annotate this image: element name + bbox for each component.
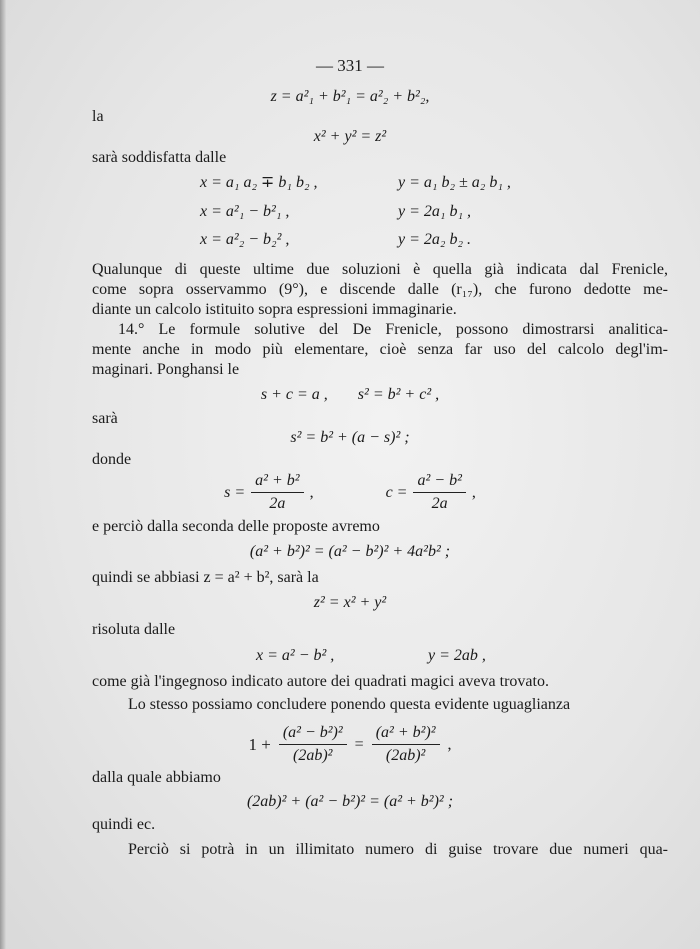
paragraph-line: 14.° Le formule solutive del De Frenicle, possono dimostrarsi analitica- [118, 321, 668, 338]
equation-z: z = a²₁ + b²₁ = a²₂ + b²₂, [270, 88, 430, 105]
equation-pythagoras: x² + y² = z² [313, 128, 387, 145]
equation-x3: x = a²₂ − b₂² , [200, 231, 290, 248]
numerator: a² − b² [413, 470, 465, 493]
equation-x1: x = a₁ a₂ ∓ b₁ b₂ , [200, 174, 318, 191]
text-donde: donde [92, 451, 132, 468]
equation-z-squared: z² = x² + y² [313, 594, 387, 611]
paragraph-line: Perciò si potrà in un illimitato numero di guise trovare due numeri qua- [128, 841, 668, 858]
paragraph-line: diante un calcolo istituito sopra espressioni immaginarie. [92, 301, 457, 318]
text-sara: sarà [92, 410, 118, 427]
fraction-c [413, 470, 465, 515]
equation-final: (2ab)² + (a² − b²)² = (a² + b²)² ; [246, 793, 454, 810]
equation-row-big [0, 722, 700, 767]
comma: , [471, 483, 476, 501]
frac-c-lhs: c = [385, 483, 408, 501]
equation-x-solution: x = a² − b² , [256, 647, 335, 664]
paragraph-line: mente anche in modo più elementare, cioè senza far uso del calcolo degl'im- [92, 341, 668, 358]
numerator: a² + b² [251, 470, 303, 493]
equation-y3: y = 2a₂ b₂ . [398, 231, 472, 248]
numerator: (a² − b²)² [279, 722, 347, 745]
denominator: 2a [269, 495, 286, 512]
comma: , [447, 735, 452, 753]
numerator: (a² + b²)² [372, 722, 440, 745]
paragraph-line: come sopra osservammo (9°), e discende dalle (r₁₇), che furono dedotte me- [92, 281, 668, 298]
equation-s-plus-c: s + c = a , [260, 386, 328, 403]
text-risoluta: risoluta dalle [92, 621, 176, 638]
equation-row-s-c [0, 385, 700, 405]
paragraph-line: Qualunque di queste ultime due soluzioni è quella già indicata dal Frenicle, [92, 261, 668, 278]
big-one: 1 + [248, 734, 271, 754]
denominator: (2ab)² [385, 747, 426, 764]
page-number: — 331 — [316, 56, 384, 75]
frac-s-lhs: s = [224, 483, 246, 501]
fraction-right [372, 722, 440, 767]
paragraph-line: maginari. Ponghansi le [92, 361, 240, 378]
equation-x2: x = a²₁ − b²₁ , [200, 203, 290, 220]
text-la: la [92, 108, 104, 125]
equation-s-squared: s² = b² + c² , [357, 386, 440, 403]
equation-y1: y = a₁ b₂ ± a₂ b₁ , [398, 174, 511, 191]
text-quindi-ec: quindi ec. [92, 816, 156, 833]
equation-y2: y = 2a₁ b₁ , [398, 203, 472, 220]
equation-row-fractions [0, 470, 700, 515]
text-lo-stesso: Lo stesso possiamo concludere ponendo questa evidente uguaglianza [128, 696, 571, 713]
text-dalla-quale: dalla quale abbiamo [92, 769, 221, 786]
equation-y-solution: y = 2ab , [428, 647, 486, 664]
denominator: 2a [431, 495, 448, 512]
text-sara-soddisfatta: sarà soddisfatta dalle [92, 149, 227, 166]
text-quindi-se: quindi se abbiasi z = a² + b², sarà la [92, 569, 319, 586]
fraction-left [279, 722, 347, 767]
denominator: (2ab)² [293, 747, 333, 764]
text-e-percio: e perciò dalla seconda delle proposte avremo [92, 518, 380, 535]
equation-identity: (a² + b²)² = (a² − b²)² + 4a²b² ; [249, 543, 451, 560]
equals-sign: = [354, 735, 364, 753]
text-come-gia: come già l'ingegnoso indicato autore dei quadrati magici aveva trovato. [92, 673, 549, 690]
comma: , [309, 483, 314, 501]
fraction-s [251, 470, 303, 515]
equation-s-squared-b: s² = b² + (a − s)² ; [290, 429, 410, 446]
